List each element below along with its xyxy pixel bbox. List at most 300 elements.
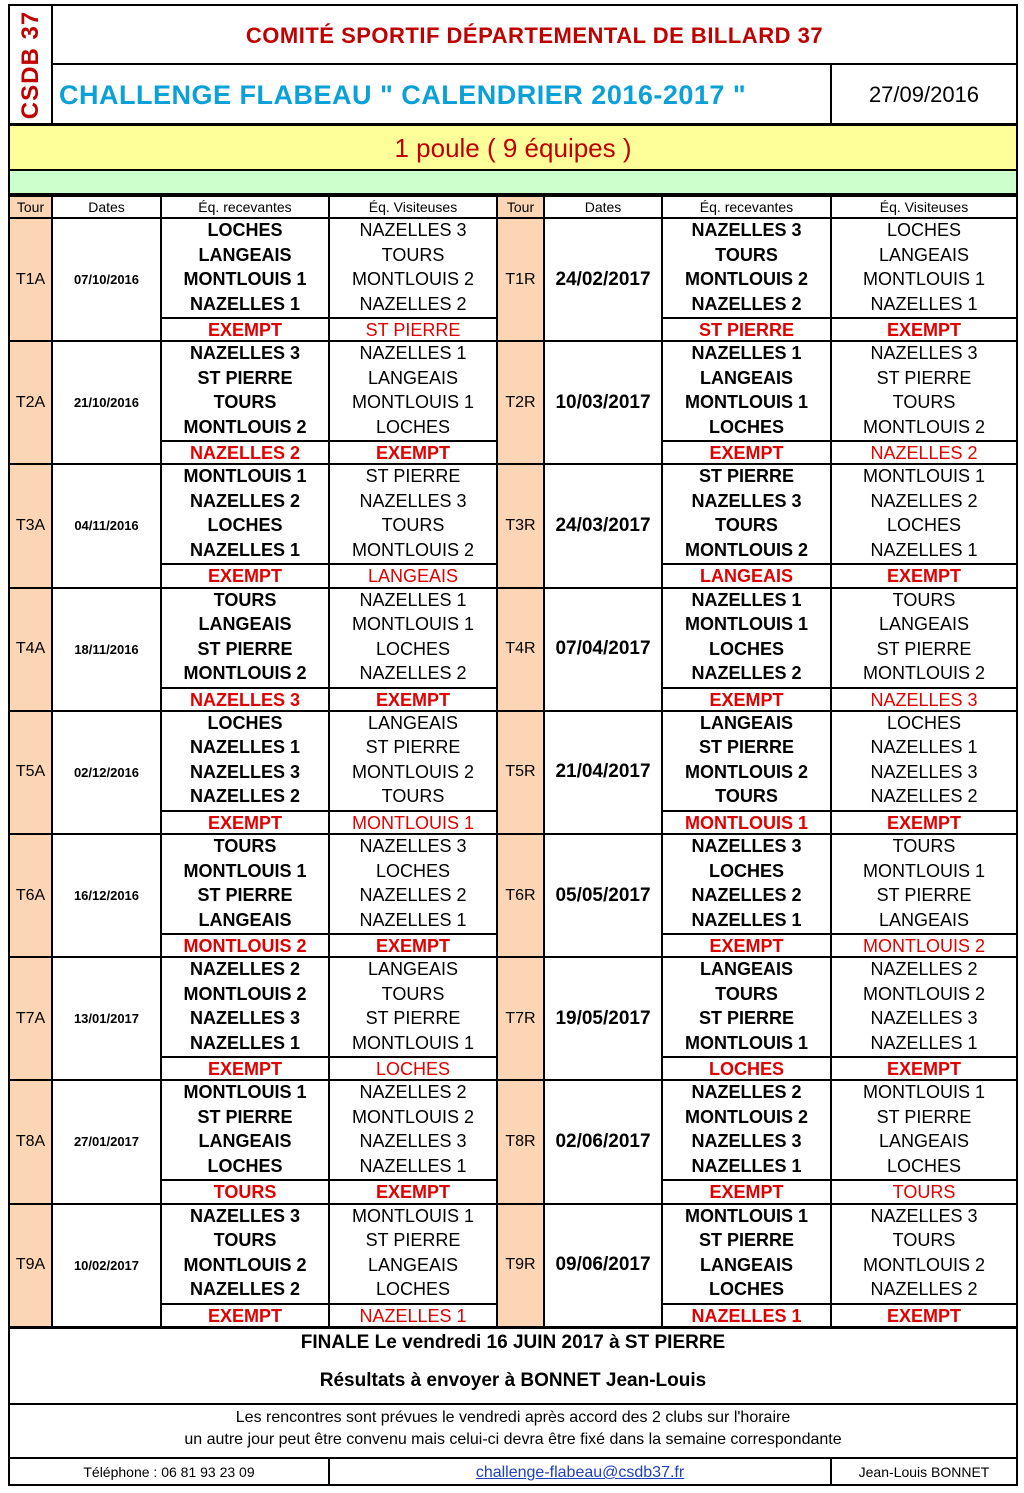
team-cell: TOURS <box>892 1230 956 1251</box>
exempt-separator <box>832 317 1016 319</box>
team-cell: LANGEAIS <box>699 959 793 980</box>
team-cell: MONTLOUIS 1 <box>684 392 808 413</box>
exempt-separator <box>663 317 830 319</box>
aller-away-teams <box>328 1079 498 1204</box>
exempt-separator <box>832 687 1016 689</box>
tour-retour: T2R <box>496 340 545 465</box>
header-dates-retour: Dates <box>543 195 663 219</box>
team-cell: TOURS <box>213 1182 277 1203</box>
team-cell: EXEMPT <box>709 936 784 956</box>
team-cell: NAZELLES 1 <box>691 1305 802 1326</box>
date-retour: 21/04/2017 <box>543 710 663 835</box>
team-cell: LOCHES <box>708 638 784 659</box>
note-line-2: un autre jour peut être convenu mais celui-ci devra être fixé dans la semaine correspondante <box>184 1431 842 1448</box>
exempt-separator <box>162 933 328 935</box>
team-cell: MONTLOUIS 1 <box>183 466 307 487</box>
team-cell: ST PIERRE <box>365 1008 461 1029</box>
exempt-separator <box>663 563 830 565</box>
team-cell: NAZELLES 3 <box>870 1205 978 1226</box>
finale-box <box>8 1327 1018 1405</box>
spacer-band <box>8 169 1018 195</box>
retour-away-teams <box>830 1203 1018 1328</box>
finale-line: FINALE Le vendredi 16 JUIN 2017 à ST PIERRE <box>300 1332 726 1353</box>
team-cell: LANGEAIS <box>878 614 970 635</box>
exempt-separator <box>162 810 328 812</box>
team-cell: LANGEAIS <box>878 909 970 930</box>
team-cell: TOURS <box>381 983 445 1004</box>
exempt-separator <box>330 1303 496 1305</box>
team-cell: ST PIERRE <box>365 737 461 758</box>
team-cell: NAZELLES 3 <box>189 343 300 364</box>
date-aller: 04/11/2016 <box>51 463 162 588</box>
tour-aller: T2A <box>8 340 53 465</box>
team-cell: TOURS <box>892 836 956 856</box>
team-cell: ST PIERRE <box>197 638 293 659</box>
team-cell: MONTLOUIS 2 <box>183 663 307 684</box>
tour-aller: T9A <box>8 1203 53 1328</box>
header-away-retour: Éq. Visiteuses <box>830 195 1018 219</box>
aller-home-teams <box>160 710 330 835</box>
retour-home-teams <box>661 587 832 712</box>
team-cell: EXEMPT <box>207 812 282 833</box>
team-cell: LOCHES <box>708 860 784 881</box>
team-cell: EXEMPT <box>886 566 961 587</box>
team-cell: EXEMPT <box>375 936 450 956</box>
team-cell: NAZELLES 3 <box>691 1131 802 1152</box>
team-cell: NAZELLES 2 <box>189 1279 300 1300</box>
team-cell: TOURS <box>715 244 778 265</box>
exempt-separator <box>832 1179 1016 1181</box>
team-cell: NAZELLES 2 <box>359 663 467 684</box>
team-cell: NAZELLES 2 <box>691 293 802 314</box>
date-aller: 07/10/2016 <box>51 217 162 342</box>
retour-home-teams <box>661 956 832 1081</box>
team-cell: NAZELLES 2 <box>359 885 467 905</box>
date-retour: 19/05/2017 <box>543 956 663 1081</box>
team-cell: NAZELLES 3 <box>359 490 467 511</box>
team-cell: TOURS <box>381 515 445 536</box>
team-cell: EXEMPT <box>886 1305 961 1326</box>
team-cell: NAZELLES 3 <box>691 836 802 856</box>
team-cell: ST PIERRE <box>197 1106 293 1127</box>
team-cell: TOURS <box>381 244 445 265</box>
team-cell: NAZELLES 1 <box>189 293 300 314</box>
team-cell: MONTLOUIS 1 <box>684 812 808 833</box>
team-cell: MONTLOUIS 1 <box>684 1032 808 1053</box>
team-cell: MONTLOUIS 2 <box>351 1106 475 1127</box>
team-cell: ST PIERRE <box>698 466 795 487</box>
aller-away-teams <box>328 217 498 342</box>
team-cell: LANGEAIS <box>367 566 459 587</box>
exempt-separator <box>663 1179 830 1181</box>
note-line-1: Les rencontres sont prévues le vendredi après accord des 2 clubs sur l'horaire <box>235 1409 791 1426</box>
team-cell: LOCHES <box>207 712 283 733</box>
aller-away-teams <box>328 340 498 465</box>
logo-text: CSDB 37 <box>16 10 44 119</box>
team-cell: ST PIERRE <box>698 320 795 340</box>
team-cell: EXEMPT <box>207 320 282 340</box>
team-cell: NAZELLES 1 <box>359 1155 467 1176</box>
team-cell: MONTLOUIS 2 <box>183 936 307 956</box>
team-cell: EXEMPT <box>375 689 450 710</box>
team-cell: LOCHES <box>886 1155 962 1176</box>
team-cell: MONTLOUIS 2 <box>351 761 475 782</box>
team-cell: LANGEAIS <box>699 566 793 587</box>
retour-home-teams <box>661 833 832 958</box>
exempt-separator <box>330 687 496 689</box>
date-aller: 18/11/2016 <box>51 587 162 712</box>
csdb-logo <box>8 4 53 125</box>
team-cell: NAZELLES 3 <box>359 220 467 240</box>
team-cell: NAZELLES 2 <box>691 885 802 905</box>
exempt-separator <box>330 1056 496 1058</box>
exempt-separator <box>330 1179 496 1181</box>
team-cell: MONTLOUIS 2 <box>862 1254 986 1275</box>
team-cell: NAZELLES 1 <box>189 737 300 758</box>
team-cell: LANGEAIS <box>198 614 292 635</box>
team-cell: ST PIERRE <box>365 320 461 340</box>
team-cell: LOCHES <box>886 712 962 733</box>
team-cell: TOURS <box>213 392 277 413</box>
team-cell: MONTLOUIS 2 <box>862 663 986 684</box>
exempt-separator <box>832 1056 1016 1058</box>
team-cell: NAZELLES 3 <box>189 1008 300 1029</box>
team-cell: TOURS <box>213 1230 277 1251</box>
header-home-retour: Éq. recevantes <box>661 195 832 219</box>
retour-home-teams <box>661 340 832 465</box>
team-cell: NAZELLES 3 <box>691 490 802 511</box>
team-cell: MONTLOUIS 1 <box>862 269 986 289</box>
team-cell: NAZELLES 1 <box>691 589 802 610</box>
header-tour-retour: Tour <box>496 195 545 219</box>
retour-home-teams <box>661 217 832 342</box>
team-cell: ST PIERRE <box>876 1106 972 1127</box>
document-date: 27/09/2016 <box>830 63 1018 125</box>
email-link[interactable]: challenge-flabeau@csdb37.fr <box>475 1464 685 1481</box>
team-cell: TOURS <box>213 589 277 610</box>
tour-retour: T8R <box>496 1079 545 1204</box>
tour-aller: T5A <box>8 710 53 835</box>
header-home-aller: Éq. recevantes <box>160 195 330 219</box>
team-cell: LOCHES <box>207 1155 283 1176</box>
team-cell: NAZELLES 2 <box>189 786 300 807</box>
calendar-title: CHALLENGE FLABEAU " CALENDRIER 2016-2017 " <box>51 63 832 125</box>
team-cell: TOURS <box>892 392 956 413</box>
team-cell: MONTLOUIS 2 <box>684 761 808 782</box>
exempt-separator <box>330 563 496 565</box>
team-cell: MONTLOUIS 1 <box>183 1082 307 1103</box>
tour-aller: T4A <box>8 587 53 712</box>
team-cell: LANGEAIS <box>198 1131 292 1152</box>
team-cell: EXEMPT <box>207 1305 282 1326</box>
team-cell: LOCHES <box>207 220 283 240</box>
note-box <box>8 1403 1018 1459</box>
team-cell: LANGEAIS <box>699 712 793 733</box>
team-cell: MONTLOUIS 2 <box>862 983 986 1004</box>
tour-retour: T9R <box>496 1203 545 1328</box>
team-cell: LOCHES <box>886 220 962 240</box>
team-cell: NAZELLES 3 <box>870 343 978 364</box>
exempt-separator <box>663 1056 830 1058</box>
aller-home-teams <box>160 340 330 465</box>
team-cell: NAZELLES 1 <box>691 909 802 930</box>
team-cell: MONTLOUIS 2 <box>684 1106 808 1127</box>
team-cell: TOURS <box>715 983 778 1004</box>
footer-phone: Téléphone : 06 81 93 23 09 <box>8 1457 330 1486</box>
team-cell: EXEMPT <box>375 443 450 464</box>
tour-aller: T3A <box>8 463 53 588</box>
retour-home-teams <box>661 1079 832 1204</box>
team-cell: EXEMPT <box>709 689 784 710</box>
tour-retour: T1R <box>496 217 545 342</box>
team-cell: TOURS <box>892 589 956 610</box>
team-cell: NAZELLES 1 <box>870 737 978 758</box>
team-cell: LOCHES <box>375 416 451 437</box>
tour-retour: T7R <box>496 956 545 1081</box>
retour-away-teams <box>830 463 1018 588</box>
date-retour: 02/06/2017 <box>543 1079 663 1204</box>
team-cell: LANGEAIS <box>699 1254 793 1275</box>
date-retour: 07/04/2017 <box>543 587 663 712</box>
team-cell: EXEMPT <box>375 1182 450 1203</box>
team-cell: MONTLOUIS 2 <box>351 539 475 560</box>
team-cell: MONTLOUIS 1 <box>351 614 475 635</box>
aller-home-teams <box>160 463 330 588</box>
date-retour: 24/02/2017 <box>543 217 663 342</box>
exempt-separator <box>832 1303 1016 1305</box>
team-cell: TOURS <box>213 836 277 856</box>
team-cell: LANGEAIS <box>878 1131 970 1152</box>
team-cell: NAZELLES 1 <box>691 343 802 364</box>
retour-home-teams <box>661 1203 832 1328</box>
committee-title: COMITÉ SPORTIF DÉPARTEMENTAL DE BILLARD 37 <box>51 4 1018 65</box>
team-cell: EXEMPT <box>709 1182 784 1203</box>
team-cell: NAZELLES 3 <box>359 1131 467 1152</box>
team-cell: NAZELLES 1 <box>359 589 467 610</box>
team-cell: MONTLOUIS 2 <box>862 936 986 956</box>
team-cell: MONTLOUIS 1 <box>862 466 986 487</box>
exempt-separator <box>162 317 328 319</box>
exempt-separator <box>330 317 496 319</box>
team-cell: NAZELLES 3 <box>870 761 978 782</box>
team-cell: MONTLOUIS 1 <box>183 860 307 881</box>
exempt-separator <box>330 933 496 935</box>
team-cell: MONTLOUIS 2 <box>183 416 307 437</box>
team-cell: NAZELLES 1 <box>870 539 978 560</box>
retour-home-teams <box>661 710 832 835</box>
team-cell: NAZELLES 2 <box>870 490 978 511</box>
team-cell: MONTLOUIS 1 <box>351 1032 475 1053</box>
team-cell: ST PIERRE <box>876 885 972 905</box>
exempt-separator <box>162 1303 328 1305</box>
team-cell: NAZELLES 1 <box>691 1155 802 1176</box>
exempt-separator <box>832 440 1016 442</box>
team-cell: MONTLOUIS 2 <box>351 269 475 289</box>
team-cell: ST PIERRE <box>698 1230 795 1251</box>
team-cell: ST PIERRE <box>876 367 972 388</box>
team-cell: LOCHES <box>708 1279 784 1300</box>
team-cell: MONTLOUIS 2 <box>183 1254 307 1275</box>
exempt-separator <box>832 810 1016 812</box>
aller-home-teams <box>160 833 330 958</box>
exempt-separator <box>330 810 496 812</box>
team-cell: NAZELLES 1 <box>870 293 978 314</box>
header-dates-aller: Dates <box>51 195 162 219</box>
exempt-separator <box>162 687 328 689</box>
team-cell: LANGEAIS <box>367 367 459 388</box>
poule-banner: 1 poule ( 9 équipes ) <box>8 124 1018 171</box>
exempt-separator <box>162 563 328 565</box>
team-cell: ST PIERRE <box>698 737 795 758</box>
team-cell: NAZELLES 1 <box>189 1032 300 1053</box>
tour-aller: T1A <box>8 217 53 342</box>
team-cell: LOCHES <box>708 1059 784 1080</box>
team-cell: TOURS <box>892 1182 956 1203</box>
date-retour: 05/05/2017 <box>543 833 663 958</box>
aller-home-teams <box>160 1079 330 1204</box>
team-cell: MONTLOUIS 1 <box>351 1205 475 1226</box>
aller-away-teams <box>328 833 498 958</box>
aller-away-teams <box>328 1203 498 1328</box>
aller-away-teams <box>328 956 498 1081</box>
team-cell: MONTLOUIS 1 <box>351 392 475 413</box>
tour-retour: T3R <box>496 463 545 588</box>
team-cell: NAZELLES 1 <box>359 1305 467 1326</box>
retour-away-teams <box>830 587 1018 712</box>
results-line: Résultats à envoyer à BONNET Jean-Louis <box>319 1370 707 1391</box>
team-cell: NAZELLES 2 <box>359 293 467 314</box>
team-cell: EXEMPT <box>709 443 784 464</box>
team-cell: MONTLOUIS 2 <box>684 539 808 560</box>
team-cell: TOURS <box>715 515 778 536</box>
tour-retour: T5R <box>496 710 545 835</box>
date-retour: 24/03/2017 <box>543 463 663 588</box>
team-cell: NAZELLES 3 <box>359 836 467 856</box>
aller-home-teams <box>160 956 330 1081</box>
exempt-separator <box>663 933 830 935</box>
team-cell: NAZELLES 1 <box>359 909 467 930</box>
team-cell: LANGEAIS <box>878 244 970 265</box>
team-cell: NAZELLES 2 <box>189 490 300 511</box>
team-cell: MONTLOUIS 2 <box>183 983 307 1004</box>
team-cell: LANGEAIS <box>367 1254 459 1275</box>
team-cell: LOCHES <box>375 1279 451 1300</box>
team-cell: TOURS <box>381 786 445 807</box>
footer-email-cell <box>328 1457 832 1486</box>
team-cell: EXEMPT <box>207 1059 282 1080</box>
date-aller: 02/12/2016 <box>51 710 162 835</box>
header-away-aller: Éq. Visiteuses <box>328 195 498 219</box>
exempt-separator <box>663 687 830 689</box>
team-cell: LOCHES <box>207 515 283 536</box>
exempt-separator <box>162 440 328 442</box>
exempt-separator <box>663 1303 830 1305</box>
date-aller: 16/12/2016 <box>51 833 162 958</box>
team-cell: EXEMPT <box>886 320 961 340</box>
retour-away-teams <box>830 956 1018 1081</box>
date-aller: 27/01/2017 <box>51 1079 162 1204</box>
team-cell: NAZELLES 1 <box>870 1032 978 1053</box>
tour-aller: T6A <box>8 833 53 958</box>
team-cell: NAZELLES 2 <box>870 959 978 980</box>
team-cell: LANGEAIS <box>699 367 793 388</box>
team-cell: NAZELLES 2 <box>691 1082 802 1103</box>
team-cell: NAZELLES 1 <box>189 539 300 560</box>
team-cell: LOCHES <box>375 1059 451 1080</box>
team-cell: LANGEAIS <box>198 909 292 930</box>
team-cell: LANGEAIS <box>367 959 459 980</box>
date-retour: 09/06/2017 <box>543 1203 663 1328</box>
team-cell: NAZELLES 2 <box>189 959 300 980</box>
exempt-separator <box>663 440 830 442</box>
team-cell: NAZELLES 3 <box>189 689 300 710</box>
tour-retour: T4R <box>496 587 545 712</box>
team-cell: EXEMPT <box>886 1059 961 1080</box>
aller-home-teams <box>160 587 330 712</box>
team-cell: NAZELLES 3 <box>691 220 802 240</box>
date-aller: 13/01/2017 <box>51 956 162 1081</box>
date-aller: 10/02/2017 <box>51 1203 162 1328</box>
retour-away-teams <box>830 217 1018 342</box>
tour-retour: T6R <box>496 833 545 958</box>
retour-away-teams <box>830 710 1018 835</box>
retour-away-teams <box>830 340 1018 465</box>
aller-home-teams <box>160 217 330 342</box>
exempt-separator <box>663 810 830 812</box>
team-cell: ST PIERRE <box>365 466 461 487</box>
team-cell: NAZELLES 2 <box>870 786 978 807</box>
exempt-separator <box>162 1179 328 1181</box>
team-cell: LOCHES <box>708 416 784 437</box>
retour-home-teams <box>661 463 832 588</box>
team-cell: NAZELLES 3 <box>870 689 978 710</box>
exempt-separator <box>832 933 1016 935</box>
team-cell: NAZELLES 3 <box>870 1008 978 1029</box>
exempt-separator <box>832 563 1016 565</box>
aller-away-teams <box>328 463 498 588</box>
team-cell: MONTLOUIS 1 <box>183 269 307 289</box>
date-retour: 10/03/2017 <box>543 340 663 465</box>
team-cell: TOURS <box>715 786 778 807</box>
team-cell: EXEMPT <box>886 812 961 833</box>
team-cell: NAZELLES 2 <box>359 1082 467 1103</box>
team-cell: EXEMPT <box>207 566 282 587</box>
team-cell: LOCHES <box>375 860 451 881</box>
team-cell: NAZELLES 3 <box>189 1205 300 1226</box>
retour-away-teams <box>830 1079 1018 1204</box>
tour-aller: T7A <box>8 956 53 1081</box>
team-cell: ST PIERRE <box>197 885 293 905</box>
team-cell: MONTLOUIS 2 <box>862 416 986 437</box>
team-cell: MONTLOUIS 1 <box>862 860 986 881</box>
team-cell: MONTLOUIS 1 <box>351 812 475 833</box>
team-cell: ST PIERRE <box>876 638 972 659</box>
aller-away-teams <box>328 587 498 712</box>
team-cell: MONTLOUIS 1 <box>684 614 808 635</box>
exempt-separator <box>162 1056 328 1058</box>
team-cell: ST PIERRE <box>365 1230 461 1251</box>
team-cell: NAZELLES 2 <box>691 663 802 684</box>
team-cell: LANGEAIS <box>367 712 459 733</box>
exempt-separator <box>330 440 496 442</box>
team-cell: MONTLOUIS 2 <box>684 269 808 289</box>
team-cell: NAZELLES 2 <box>189 443 300 464</box>
team-cell: MONTLOUIS 1 <box>862 1082 986 1103</box>
team-cell: NAZELLES 3 <box>189 761 300 782</box>
retour-away-teams <box>830 833 1018 958</box>
footer-contact: Jean-Louis BONNET <box>830 1457 1018 1486</box>
tour-aller: T8A <box>8 1079 53 1204</box>
